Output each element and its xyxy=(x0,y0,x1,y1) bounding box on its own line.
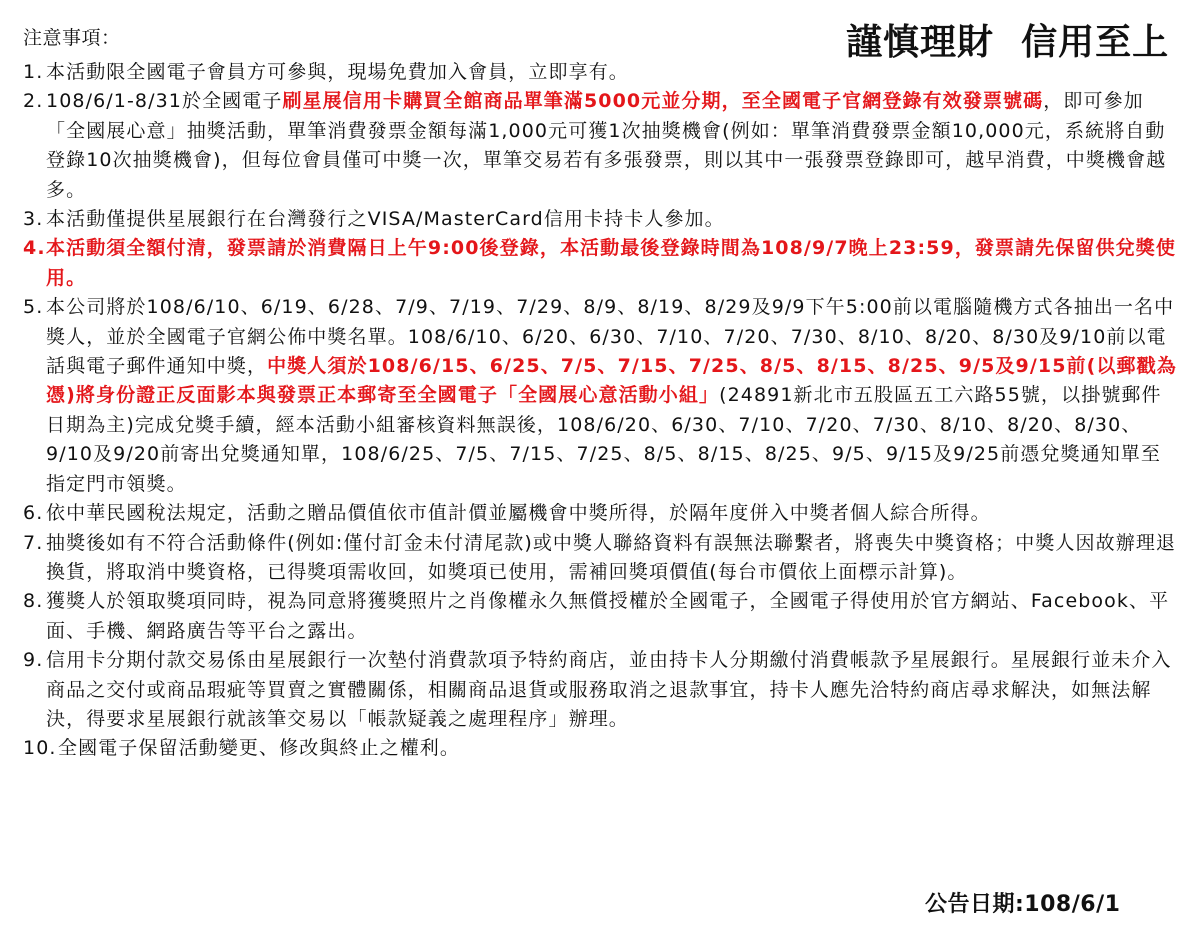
term-item-8 xyxy=(23,587,1181,646)
notice-heading: 注意事項： xyxy=(23,27,121,49)
term-item-1 xyxy=(23,58,1181,87)
term-number: 6. xyxy=(23,502,44,525)
term-text: 信用卡分期付款交易係由星展銀行一次墊付消費款項予特約商店，並由持卡人分期繳付消費帳款予星展銀行。星展銀行並未介入商品之交付或商品瑕疵等買賣之實體關係，相關商品退貨或服務取消之退款事宜，持卡人應先洽特約商店尋求解決，如無法解決，得要求星展銀行就該筆交易以「帳款疑義之處理程序」辦理。 xyxy=(46,649,1172,730)
slogan-title: 謹慎理財 信用至上 xyxy=(846,21,1170,63)
term-text: 獲獎人於領取獎項同時，視為同意將獲獎照片之肖像權永久無償授權於全國電子，全國電子得使用於官方網站、Facebook、平面、手機、網路廣告等平台之露出。 xyxy=(46,590,1170,642)
term-text: 108/6/1-8/31於全國電子 xyxy=(46,90,283,113)
announcement-date: 公告日期:108/6/1 xyxy=(925,892,1121,917)
term-item-9 xyxy=(23,646,1181,734)
term-number: 10. xyxy=(23,737,57,760)
term-item-4 xyxy=(23,234,1181,293)
term-item-10 xyxy=(23,734,1181,763)
term-text: 本活動限全國電子會員方可參與，現場免費加入會員，立即享有。 xyxy=(46,61,629,83)
term-text: ，即可參加「全國展心意」抽獎活動，單筆消費發票金額每滿1,000元可獲1次抽獎機會(例如：單筆消費發票金額10,000元，系統將自動登錄10次抽獎機會)，但每位會員僅可中獎一次，單筆交易若有多張發票，則以其中一張發票登錄即可，越早消費，中獎機會越多。 xyxy=(46,90,1167,201)
term-item-6 xyxy=(23,499,1181,528)
term-number: 4. xyxy=(23,237,46,260)
terms-list xyxy=(23,58,1181,764)
term-number: 8. xyxy=(23,590,44,613)
term-text-emphasis: 刷星展信用卡購買全館商品單筆滿5000元並分期，至全國電子官網登錄有效發票號碼 xyxy=(282,90,1044,113)
term-number: 3. xyxy=(23,208,44,231)
term-text-emphasis: 本活動須全額付清，發票請於消費隔日上午9:00後登錄，本活動最後登錄時間為108/9/7晚上23:59，發票請先保留供兌獎使用。 xyxy=(46,237,1176,289)
term-number: 2. xyxy=(23,90,44,113)
term-item-2 xyxy=(23,87,1181,205)
term-text-emphasis: 中獎人須於108/6/15、6/25、7/5、7/15、7/25、8/5、8/15、8/25、9/5及9/15前(以郵戳為憑)將身份證正反面影本與發票正本郵寄至全國電子「全國展心意活動小組」 xyxy=(46,355,1177,407)
term-number: 5. xyxy=(23,296,44,319)
term-text: 全國電子保留活動變更、修改與終止之權利。 xyxy=(58,737,461,760)
term-number: 1. xyxy=(23,61,44,83)
term-text: 抽獎後如有不符合活動條件(例如:僅付訂金未付清尾款)或中獎人聯絡資料有誤無法聯繫者，將喪失中獎資格；中獎人因故辦理退換貨，將取消中獎資格，已得獎項需收回，如獎項已使用，需補回獎項價值(每台市價依上面標示計算)。 xyxy=(46,531,1177,583)
term-text: 依中華民國稅法規定，活動之贈品價值依市值計價並屬機會中獎所得，於隔年度併入中獎者個人綜合所得。 xyxy=(46,502,991,525)
term-item-7 xyxy=(23,529,1181,588)
term-item-5 xyxy=(23,293,1181,499)
term-text: 本活動僅提供星展銀行在台灣發行之VISA/MasterCard信用卡持卡人參加。 xyxy=(46,208,725,231)
term-text: (24891新北市五股區五工六路55號，以掛號郵件日期為主)完成兌獎手續，經本活動小組審核資料無誤後，108/6/20、6/30、7/10、7/20、7/30、8/10、8/20、8/30、9/10及9/20前寄出兌獎通知單，108/6/25、7/5、7/15、7/25、8/5、8/15、8/25、9/5、9/15及9/25前憑兌獎通知單至指定門市領獎。 xyxy=(46,384,1162,495)
term-text: 本公司將於108/6/10、6/19、6/28、7/9、7/19、7/29、8/9、8/19、8/29及9/9下午5:00前以電腦隨機方式各抽出一名中獎人，並於全國電子官網公佈中獎名單。108/6/10、6/20、6/30、7/10、7/20、7/30、8/10、8/20、8/30及9/10前以電話與電子郵件通知中獎， xyxy=(46,296,1175,378)
term-number: 9. xyxy=(23,649,44,672)
term-number: 7. xyxy=(23,531,44,554)
term-item-3 xyxy=(23,205,1181,234)
